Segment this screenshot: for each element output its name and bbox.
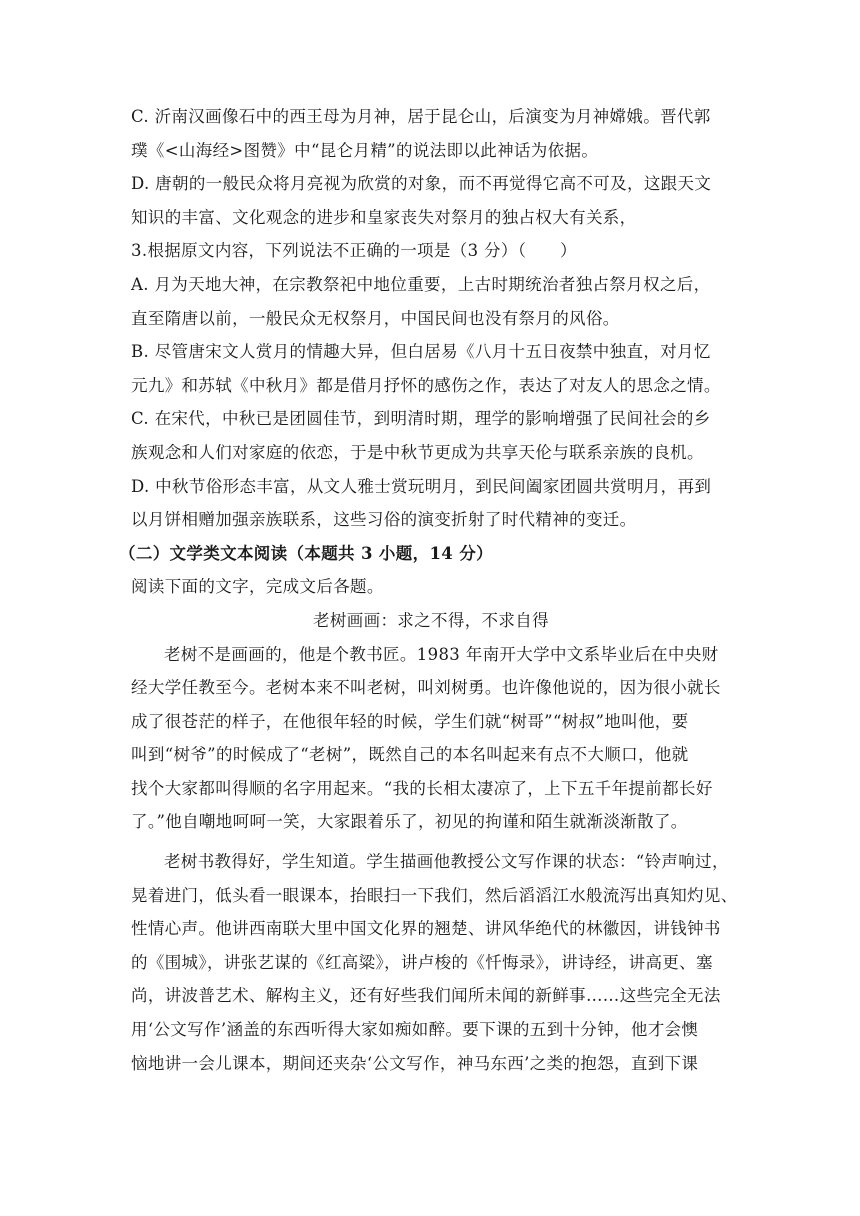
q3-option-d-line-2: 以月饼相赠加强亲族联系，这些习俗的演变折射了时代精神的变迁。 <box>131 510 637 530</box>
paragraph-2-line-7: 恼地讲一会儿课本，期间还夹杂‘公文写作，神马东西’之类的抱怨，直到下课 <box>131 1053 699 1073</box>
q3-option-c-line-2: 族观念和人们对家庭的依恋，于是中秋节更成为共享天伦与联系亲族的良机。 <box>131 442 704 462</box>
paragraph-1-line-1: 老树不是画画的，他是个教书匠。1983 年南开大学中文系毕业后在中央财 <box>164 644 719 664</box>
paragraph-2-line-6: 用‘公文写作’涵盖的东西听得大家如痴如醉。要下课的五到十分钟，他才会懊 <box>131 1020 699 1040</box>
option-c-line-1: C. 沂南汉画像石中的西王母为月神，居于昆仑山，后演变为月神嫦娥。晋代郭 <box>131 107 711 126</box>
paragraph-2-line-1: 老树书教得好，学生知道。学生描画他教授公文写作课的状态：“铃声响过， <box>164 852 729 872</box>
paragraph-1-line-2: 经大学任教至今。老树本来不叫老树，叫刘树勇。也许像他说的，因为很小就长 <box>131 678 721 698</box>
option-d-line-1: D. 唐朝的一般民众将月亮视为欣赏的对象，而不再觉得它高不可及，这跟天文 <box>131 174 712 194</box>
section-heading: （二）文学类文本阅读（本题共 3 小题，14 分） <box>119 543 493 563</box>
paragraph-1-line-6: 了。”他自嘲地呵呵一笑，大家跟着乐了，初见的拘谨和陌生就渐淡渐散了。 <box>131 812 688 832</box>
paragraph-2-line-2: 晃着进门，低头看一眼课本，抬眼扫一下我们，然后滔滔江水般流泻出真知灼见、 <box>131 885 738 905</box>
q3-option-c-line-1: C. 在宋代，中秋已是团圆佳节，到明清时期，理学的影响增强了民间社会的乡 <box>131 409 711 429</box>
paragraph-1-line-4: 叫到“树爷”的时候成了“老树”，既然自己的本名叫起来有点不大顺口，他就 <box>131 745 689 765</box>
paragraph-2-line-3: 性情心声。他讲西南联大里中国文化界的翘楚、讲风华绝代的林徽因，讲钱钟书 <box>131 919 721 939</box>
paragraph-1-line-5: 找个大家都叫得顺的名字用起来。“我的长相太凄凉了，上下五千年提前都长好 <box>131 778 713 798</box>
option-d-line-2: 知识的丰富、文化观念的进步和皇家丧失对祭月的独占权大有关系， <box>131 207 637 227</box>
q3-option-b-line-2: 元九》和苏轼《中秋月》都是借月抒怀的感伤之作，表达了对友人的思念之情。 <box>131 375 721 395</box>
paragraph-2-line-5: 尚，讲波普艺术、解构主义，还有好些我们闻所未闻的新鲜事……这些完全无法 <box>131 986 721 1006</box>
article-title: 老树画画：求之不得，不求自得 <box>313 610 549 630</box>
q3-option-d-line-1: D. 中秋节俗形态丰富，从文人雅士赏玩明月，到民间阖家团圆共赏明月，再到 <box>131 476 712 496</box>
q3-option-a-line-1: A. 月为天地大神，在宗教祭祀中地位重要，上古时期统治者独占祭月权之后， <box>131 274 711 294</box>
paragraph-1-line-3: 成了很苍茫的样子，在他很年轻的时候，学生们就“树哥”“树叔”地叫他，要 <box>131 711 689 731</box>
q3-option-b-line-1: B. 尽管唐宋文人赏月的情趣大异，但白居易《八月十五日夜禁中独直，对月忆 <box>131 342 711 362</box>
document-page <box>119 100 741 1080</box>
q3-option-a-line-2: 直至隋唐以前，一般民众无权祭月，中国民间也没有祭月的风俗。 <box>131 308 620 328</box>
section-instruction: 阅读下面的文字，完成文后各题。 <box>131 577 384 597</box>
question-3-stem: 3.根据原文内容，下列说法不正确的一项是（3 分）（ ） <box>131 241 577 261</box>
option-c-line-2: 璞《<山海经>图赞》中“昆仑月精”的说法即以此神话为依据。 <box>131 140 599 160</box>
paragraph-2-line-4: 的《围城》，讲张艺谋的《红高粱》，讲卢梭的《忏悔录》，讲诗经，讲高更、塞 <box>131 952 713 972</box>
